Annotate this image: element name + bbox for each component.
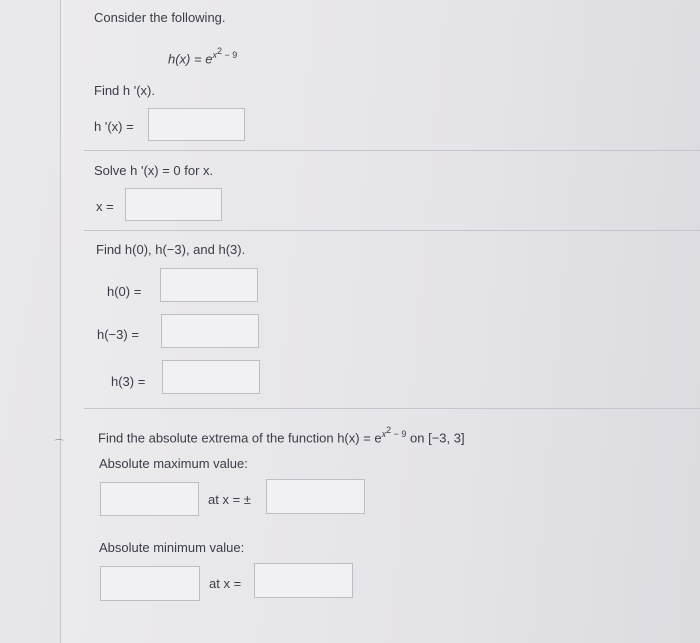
h0-answer-box[interactable]: [160, 268, 258, 302]
abs-min-label: Absolute minimum value:: [99, 540, 245, 555]
problem-intro: Consider the following.: [94, 10, 226, 25]
function-definition: $h(x) = e^{x^2 - 9}$: [168, 46, 238, 67]
h3-answer-box[interactable]: [162, 360, 260, 394]
part3-prompt: Find h(0), h(−3), and h(3).: [96, 242, 246, 257]
section-divider: [84, 150, 700, 151]
hm3-input[interactable]: [162, 315, 266, 347]
abs-min-x-input[interactable]: [255, 564, 360, 597]
section-divider: [84, 230, 700, 231]
h3-input[interactable]: [163, 361, 267, 393]
margin-mark: ⌒: [54, 440, 64, 451]
hprime-label: h '(x) =: [94, 119, 134, 134]
abs-min-value-box[interactable]: [100, 566, 200, 601]
abs-max-value-box[interactable]: [100, 482, 199, 516]
hprime-answer-box[interactable]: [148, 108, 245, 141]
section-divider: [84, 408, 700, 409]
abs-max-value-input[interactable]: [101, 483, 206, 515]
h0-input[interactable]: [161, 269, 265, 301]
critical-x-answer-box[interactable]: [125, 188, 222, 221]
h0-label: h(0) =: [107, 284, 142, 299]
margin-line: [60, 0, 61, 643]
part2-prompt: Solve h '(x) = 0 for x.: [94, 163, 214, 178]
part1-prompt: Find h '(x).: [94, 83, 155, 98]
abs-min-at-label: at x =: [209, 576, 242, 591]
critical-x-input[interactable]: [126, 189, 229, 220]
x-label: x =: [96, 199, 114, 214]
abs-min-x-box[interactable]: [254, 563, 353, 598]
abs-max-label: Absolute maximum value:: [99, 456, 248, 471]
part4-prompt: Find the absolute extrema of the function $h(x) = e^{x^2 - 9}$ on [−3, 3]: [98, 425, 465, 446]
abs-min-value-input[interactable]: [101, 567, 207, 600]
abs-max-at-label: at x = ±: [208, 492, 251, 507]
hprime-input[interactable]: [149, 109, 252, 140]
abs-max-x-box[interactable]: [266, 479, 365, 514]
hm3-answer-box[interactable]: [161, 314, 259, 348]
abs-max-x-input[interactable]: [267, 480, 372, 513]
hm3-label: h(−3) =: [97, 327, 139, 342]
h3-label: h(3) =: [111, 374, 146, 389]
